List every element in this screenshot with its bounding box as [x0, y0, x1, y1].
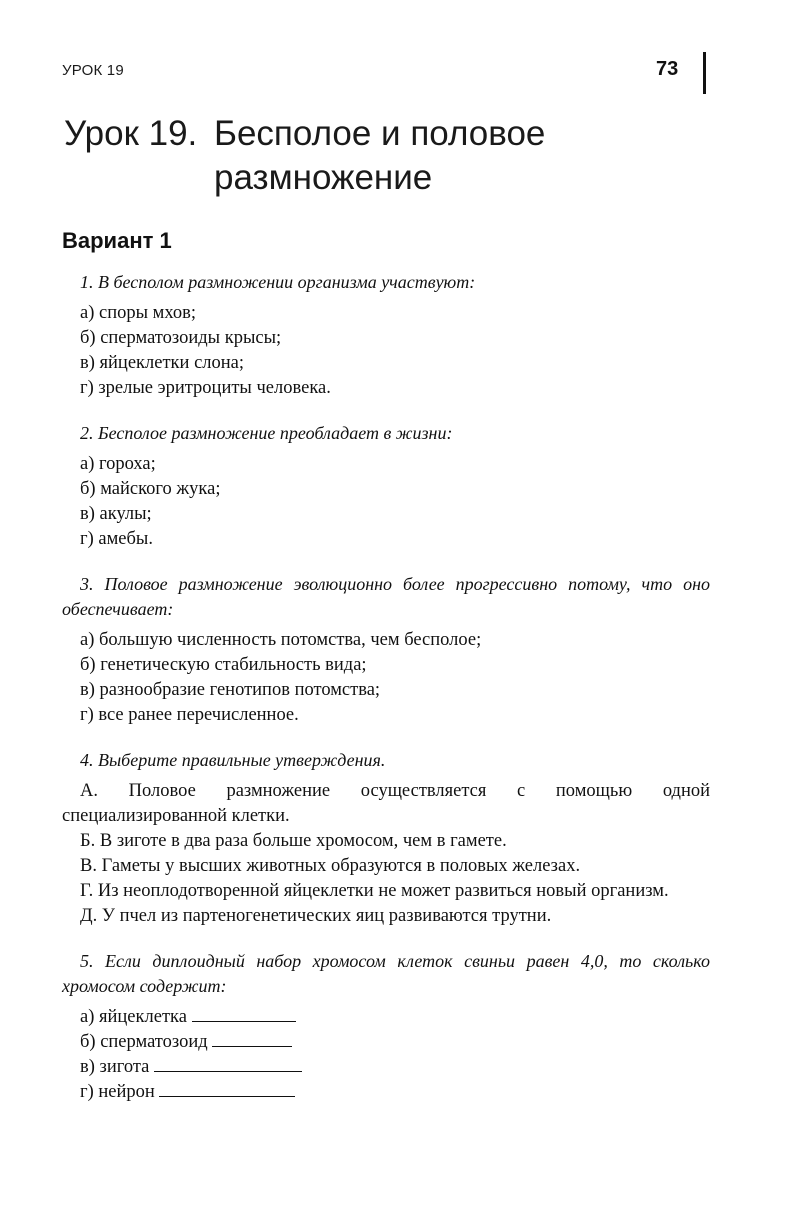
- question-text: 3. Половое размножение эволюционно более прогрессивно потому, что оно обеспечивает:: [62, 574, 710, 619]
- answer-label: а) яйцеклетка: [80, 1007, 187, 1027]
- answer-option: б) сперматозоиды крысы;: [80, 328, 282, 348]
- questions: [62, 270, 710, 1125]
- answer-option: г) зрелые эритроциты человека.: [80, 378, 331, 398]
- answer-option: в) акулы;: [80, 504, 152, 524]
- question-3: [62, 572, 710, 728]
- answer-option: а) споры мхов;: [80, 303, 197, 323]
- answer-label: г) нейрон: [80, 1082, 155, 1102]
- page-number-rule: [703, 52, 706, 94]
- answer-option: б) майского жука;: [80, 479, 221, 499]
- answer-label: в) зигота: [80, 1057, 150, 1077]
- question-1: [62, 270, 710, 401]
- fill-in-row: [62, 1030, 710, 1055]
- question-text: 1. В бесполом размножении организма участвуют:: [80, 272, 476, 292]
- running-head: УРОК 19: [62, 62, 124, 79]
- answer-option: в) яйцеклетки слона;: [80, 353, 245, 373]
- statement: Г. Из неоплодотворенной яйцеклетки не может развиться новый организм.: [80, 881, 669, 901]
- question-2: [62, 421, 710, 552]
- question-5: [62, 949, 710, 1105]
- lesson-name: Бесполое и половое размножение: [214, 114, 546, 197]
- lesson-number: Урок 19.: [64, 114, 198, 153]
- statement: Д. У пчел из партеногенетических яиц развиваются трутни.: [80, 906, 552, 926]
- page-number: 73: [656, 58, 679, 80]
- answer-blank[interactable]: [154, 1055, 302, 1072]
- statement: В. Гаметы у высших животных образуются в половых железах.: [80, 856, 581, 876]
- answer-blank[interactable]: [192, 1005, 296, 1022]
- fill-in-row: [62, 1055, 710, 1080]
- statement: А. Половое размножение осуществляется с помощью одной специализированной клетки.: [62, 781, 710, 826]
- fill-in-row: [62, 1005, 710, 1030]
- answer-label: б) сперматозоид: [80, 1032, 208, 1052]
- answer-option: а) гороха;: [80, 454, 156, 474]
- question-4: [62, 748, 710, 929]
- answer-option: а) большую численность потомства, чем бесполое;: [80, 630, 482, 650]
- fill-in-row: [62, 1080, 710, 1105]
- answer-blank[interactable]: [212, 1030, 292, 1047]
- variant-heading: Вариант 1: [62, 228, 172, 253]
- answer-option: б) генетическую стабильность вида;: [80, 655, 367, 675]
- question-text: 5. Если диплоидный набор хромосом клеток свиньи равен 4,0, то сколько хромосом содержит:: [62, 951, 710, 996]
- answer-blank[interactable]: [159, 1080, 295, 1097]
- statement: Б. В зиготе в два раза больше хромосом, чем в гамете.: [80, 831, 507, 851]
- question-text: 4. Выберите правильные утверждения.: [80, 750, 386, 770]
- answer-option: г) все ранее перечисленное.: [80, 705, 299, 725]
- question-text: 2. Бесполое размножение преобладает в жизни:: [80, 423, 453, 443]
- answer-option: г) амебы.: [80, 529, 153, 549]
- answer-option: в) разнообразие генотипов потомства;: [80, 680, 381, 700]
